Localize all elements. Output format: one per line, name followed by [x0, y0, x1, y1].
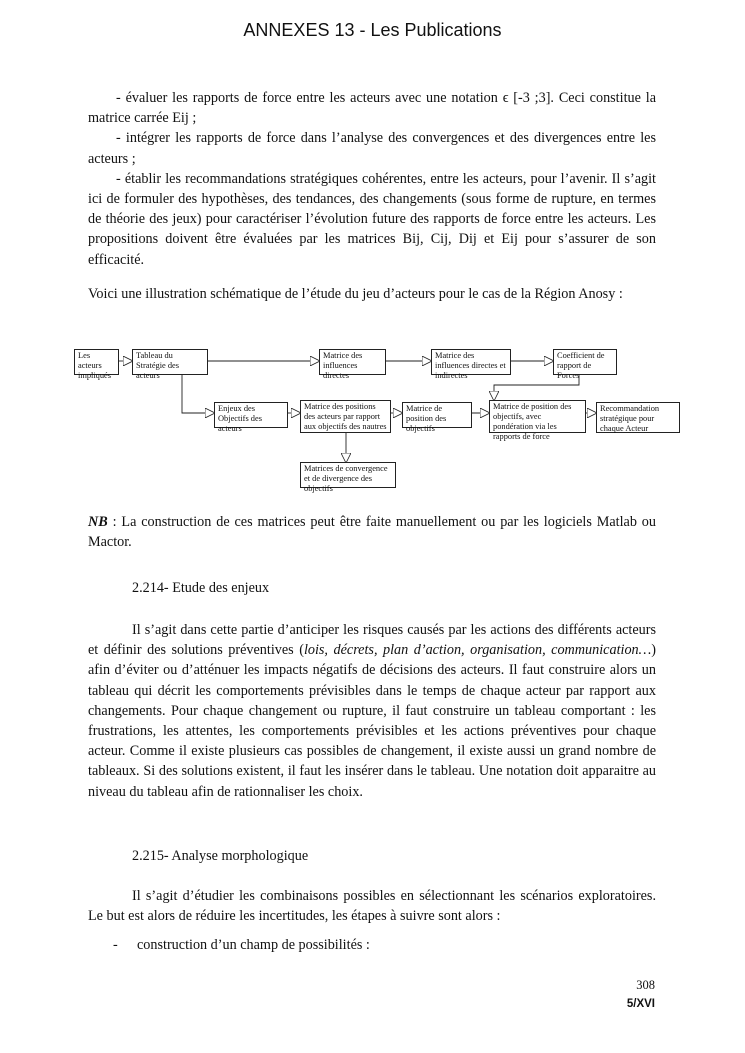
heading-2-215: 2.215- Analyse morphologique: [132, 848, 309, 864]
nb-note: [88, 512, 656, 552]
bullet-eij: - évaluer les rapports de force entre les acteurs avec une notation ϵ [-3 ;3]. Ceci constitue la matrice carrée Eij ;: [88, 90, 656, 127]
box-enjeux-objectifs: Enjeux des Objectifs des acteurs: [214, 402, 288, 428]
page-header: ANNEXES 13 - Les Publications: [243, 20, 502, 40]
bullet-convergences: - intégrer les rapports de force dans l’analyse des convergences et des divergences entre les acteurs ;: [88, 130, 656, 167]
list-item-champ-possibilites: [113, 937, 370, 954]
p215-text: Il s’agit d’étudier les combinaisons possibles en sélectionnant les scénarios exploratoires. Le but est alors de réduire les incertitudes, les étapes à suivre sont alors :: [88, 888, 656, 925]
box-coefficient-forces: Coefficient de rapport de Forces: [553, 349, 617, 375]
page-number: 308: [636, 978, 655, 992]
box-position-objectifs: Matrice de position des objectifs: [402, 402, 472, 428]
box-tableau-strategie: Tableau du Stratégie des acteurs: [132, 349, 208, 375]
nb-text: : La construction de ces matrices peut être faite manuellement ou par les logiciels Matlab ou Mactor.: [88, 514, 656, 551]
actor-game-diagram: [74, 345, 686, 495]
nb-label: NB: [88, 514, 108, 530]
p214-start: Il s’agit dans cette partie d’anticiper les risques causés par les actions des différents acteurs et définir des solutions préventives (: [88, 622, 656, 659]
box-convergence-divergence: Matrices de convergence et de divergence des objectifs: [300, 462, 396, 488]
p214-italic: lois, décrets, plan d’action, organisation, communication…: [303, 642, 652, 659]
box-recommandation: Recommandation stratégique pour chaque Acteur: [596, 402, 680, 433]
list-dash: -: [113, 937, 118, 953]
bullet-recommandations: - établir les recommandations stratégiques cohérentes, entre les acteurs, pour l’avenir. Il s’agit ici de formuler des hypothèses, des tendances, des changements (sous forme de rupture, en termes de théorie des jeux) pour caractériser l’évolution future des rapports de force entre les acteurs. Les propositions doivent être évaluées par les matrices Bij, Cij, Dij et Eij pour s’assurer de son efficacité.: [88, 170, 656, 268]
section-214-paragraph: [88, 620, 656, 802]
p214-end: ) afin d’éviter ou d’atténuer les impacts négatifs de décisions des acteurs. Il faut construire alors un tableau qui décrit les comportements prévisibles dans le temps de chaque acteur par rapport aux changements. Pour chaque changement ou rupture, il faut construire un tableau comportant : les frustrations, les attentes, les comportements prévisibles et les actions préventives pour chaque acteur. Comme il existe plusieurs cas possibles de changement, il existe aussi un grand nombre de tableaux. Si des solutions existent, il faut les insérer dans le tableau. Une notation doit apparaitre au niveau du tableau afin de rationnaliser les choix.: [88, 642, 656, 800]
box-acteurs-impliques: Les acteurs impliqués: [74, 349, 119, 375]
box-ponderation: Matrice de position des objectifs, avec pondération via les rapports de force: [489, 400, 586, 433]
heading-2-214: 2.214- Etude des enjeux: [132, 580, 270, 596]
box-positions-acteurs: Matrice des positions des acteurs par rapport aux objectifs des nautres: [300, 400, 391, 433]
intro-block: [88, 88, 656, 304]
illustration-intro: Voici une illustration schématique de l’étude du jeu d’acteurs pour le cas de la Région Anosy :: [88, 285, 623, 302]
box-influences-indirectes: Matrice des influences directes et indirectes: [431, 349, 511, 375]
list-item-text: construction d’un champ de possibilités :: [137, 937, 370, 953]
page-subnumber: 5/XVI: [626, 998, 655, 1010]
section-215-paragraph: [88, 886, 656, 926]
arrow-tableau-enjeux: [182, 375, 214, 413]
box-influences-directes: Matrice des influences directes: [319, 349, 386, 375]
